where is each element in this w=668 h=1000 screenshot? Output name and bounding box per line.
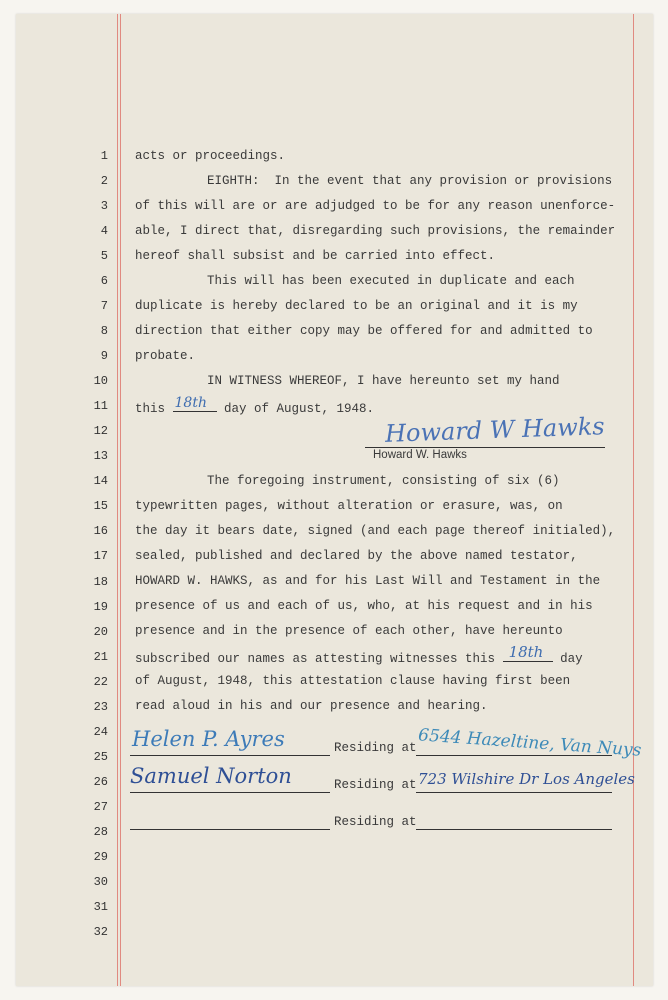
- text-line: EIGHTH: In the event that any provision or provisions: [207, 174, 613, 188]
- line-number: 6: [100, 274, 108, 289]
- line-number: 14: [93, 474, 108, 489]
- line-number: 18: [93, 574, 108, 589]
- line-number: 2: [100, 174, 108, 189]
- text-line: sealed, published and declared by the above named testator,: [135, 549, 578, 563]
- handwritten-day: 18th: [508, 643, 544, 661]
- text-line: [135, 643, 583, 666]
- witness-address: 723 Wilshire Dr Los Angeles: [418, 770, 635, 788]
- line-number: 3: [100, 199, 108, 214]
- line-number: 7: [100, 299, 108, 314]
- line-number: 30: [93, 874, 108, 889]
- text-line: probate.: [135, 349, 196, 363]
- text: this: [135, 402, 173, 416]
- line-number: 22: [93, 674, 108, 689]
- witness-signature: Helen P. Ayres: [132, 727, 285, 751]
- line-number: 15: [93, 499, 108, 514]
- text-line: This will has been executed in duplicate and each: [207, 274, 575, 288]
- residing-label: Residing at: [334, 778, 417, 792]
- handwritten-day: 18th: [174, 395, 207, 411]
- text-line: IN WITNESS WHEREOF, I have hereunto set my hand: [207, 374, 560, 388]
- text-line: duplicate is hereby declared to be an original and it is my: [135, 299, 578, 313]
- signature-line: [365, 447, 605, 448]
- line-number: 32: [93, 924, 108, 939]
- text-line: The foregoing instrument, consisting of six (6): [207, 474, 560, 488]
- line-number: 28: [93, 824, 108, 839]
- line-number: 19: [93, 599, 108, 614]
- line-number: 26: [93, 774, 108, 789]
- text: day of August, 1948.: [216, 402, 375, 416]
- line-number: 11: [93, 399, 108, 414]
- line-number: 4: [100, 224, 108, 239]
- testator-name: Howard W. Hawks: [373, 449, 467, 461]
- text-line: HOWARD W. HAWKS, as and for his Last Will and Testament in the: [135, 574, 601, 588]
- line-number: 20: [93, 624, 108, 639]
- address-line: [416, 792, 612, 793]
- line-number: 8: [100, 324, 108, 339]
- testator-signature: Howard W Hawks: [384, 412, 606, 448]
- witness-address: 6544 Hazeltine, Van Nuys: [417, 725, 642, 761]
- margin-rule: [120, 14, 121, 986]
- text-line: presence and in the presence of each other, have hereunto: [135, 624, 563, 638]
- line-number: 24: [93, 724, 108, 739]
- text-line: typewritten pages, without alteration or erasure, was, on: [135, 499, 563, 513]
- date-blank: [173, 395, 217, 412]
- line-number: 13: [93, 449, 108, 464]
- line-number: 23: [93, 699, 108, 714]
- line-number: 29: [93, 849, 108, 864]
- line-number: 25: [93, 749, 108, 764]
- witness-signature: Samuel Norton: [130, 764, 292, 788]
- signature-line: [130, 792, 330, 793]
- text-line: direction that either copy may be offered for and admitted to: [135, 324, 593, 338]
- text: day: [552, 652, 583, 666]
- line-number: 9: [100, 349, 108, 364]
- line-number: 12: [93, 424, 108, 439]
- line-number: 10: [93, 374, 108, 389]
- residing-label: Residing at: [334, 815, 417, 829]
- text-line: read aloud in his and our presence and hearing.: [135, 699, 488, 713]
- text-line: [135, 395, 375, 416]
- signature-line: [130, 755, 330, 756]
- margin-rule-right: [633, 14, 634, 986]
- text-line: hereof shall subsist and be carried into effect.: [135, 249, 496, 263]
- line-number: 17: [93, 549, 108, 564]
- text-line: able, I direct that, disregarding such provisions, the remainder: [135, 224, 616, 238]
- text: subscribed our names as attesting witnesses this: [135, 652, 503, 666]
- line-number: 27: [93, 799, 108, 814]
- text-line: of August, 1948, this attestation clause having first been: [135, 674, 571, 688]
- signature-line: [130, 829, 330, 830]
- residing-label: Residing at: [334, 741, 417, 755]
- text-line: the day it bears date, signed (and each page thereof initialed),: [135, 524, 616, 538]
- line-number: 1: [100, 149, 108, 163]
- line-number: 31: [93, 899, 108, 914]
- text-line: of this will are or are adjudged to be for any reason unenforce-: [135, 199, 616, 213]
- line-number: 16: [93, 524, 108, 539]
- address-line: [416, 829, 612, 830]
- margin-rule: [117, 14, 118, 986]
- text-line: acts or proceedings.: [135, 149, 286, 163]
- date-blank: [503, 643, 553, 662]
- line-number: 5: [100, 249, 108, 264]
- line-number: 21: [93, 649, 108, 664]
- text-line: presence of us and each of us, who, at his request and in his: [135, 599, 593, 613]
